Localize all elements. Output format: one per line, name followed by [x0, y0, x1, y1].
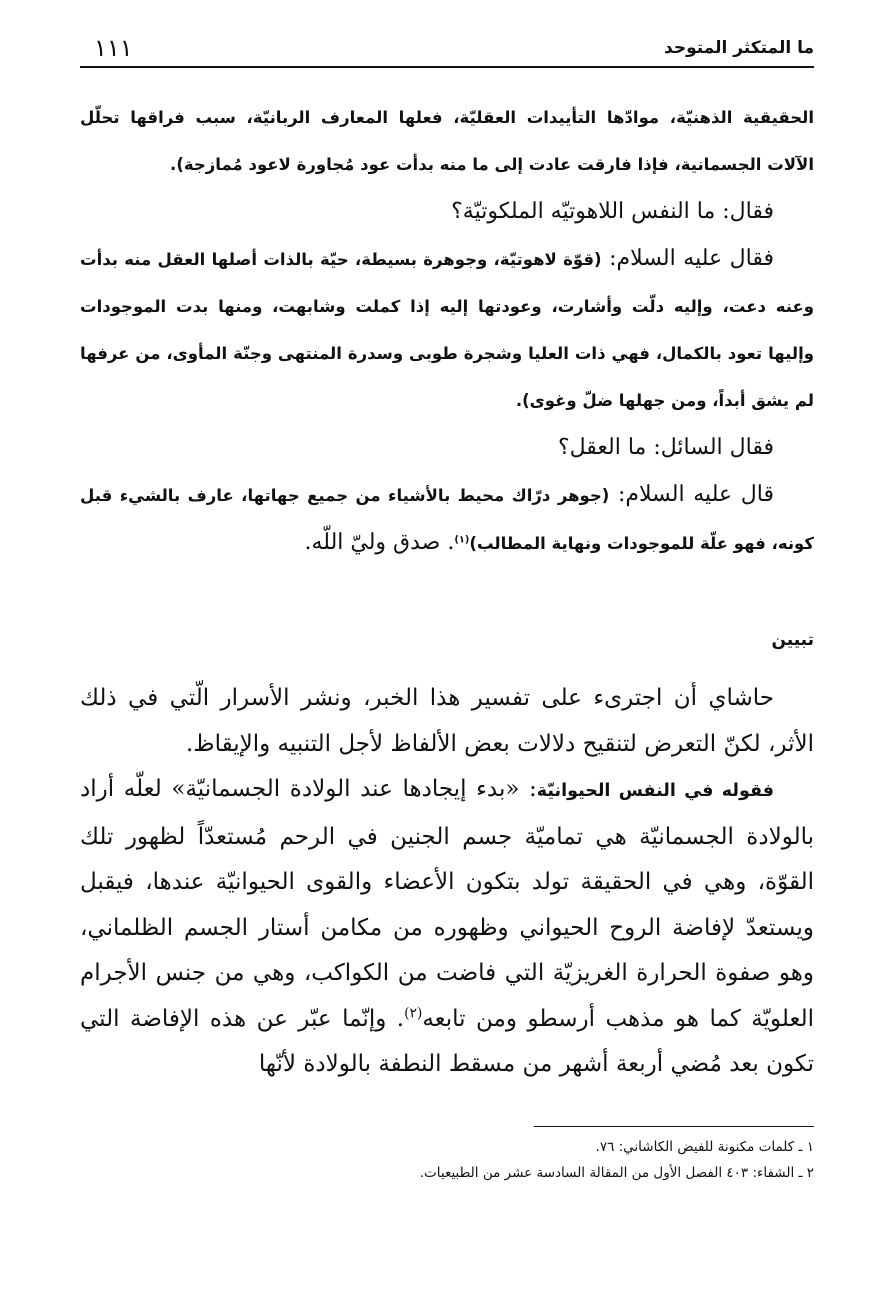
hadith-section: [80, 94, 814, 567]
answer-quote: (قوّة لاهوتيّة، وجوهرة بسيطة، حيّة بالذات أصلها العقل منه بدأت وعنه دعت، وإليه دلّت وأشارت، وعودتها إليه إذا كملت وشابهت، ومنها بدت الموجودات وإليها تعود بالكمال، فهي ذات العليا وشجرة طوبى وسدرة المنتهى وجنّة المأوى، من عرفها لم يشق أبداً، ومن جهلها ضلّ وغوى).: [80, 250, 814, 410]
answer-intellect: [80, 471, 814, 567]
paragraph-continuation: الحقيقية الذهنيّة، موادّها التأييدات العقليّة، فعلها المعارف الربانيّة، سبب فراقها تحلّل الآلات الجسمانية، فإذا فارقت عادت إلى ما منه بدأت عود مُجاورة لاعود مُمازجة).: [80, 108, 814, 174]
footnote-ref-2[interactable]: (٢): [404, 1004, 423, 1021]
answer-intro: فقال عليه السلام:: [601, 246, 774, 271]
footnote-2: ٢ ـ الشفاء: ٤٠٣ الفصل الأول من المقالة السادسة عشر من الطبيعيات.: [419, 1165, 814, 1181]
page-number: ١١١: [94, 34, 133, 62]
answer-intro: قال عليه السلام:: [609, 482, 774, 507]
commentary-lead: فقوله في النفس الحيوانيّة: [536, 781, 774, 801]
commentary-paragraph: [80, 767, 814, 1088]
answer-divine-soul: [80, 235, 814, 424]
question-divine-soul: فقال: ما النفس اللاهوتيّه الملكوتيّة؟: [451, 199, 774, 224]
answer-tail: . صدق وليّ اللّه.: [304, 530, 455, 555]
book-page: [80, 0, 814, 1299]
question-intellect: فقال السائل: ما العقل؟: [557, 435, 774, 460]
footnote-divider: [534, 1126, 814, 1127]
footnote-1: ١ ـ كلمات مكنونة للفيض الكاشاني: ٧٦.: [595, 1139, 814, 1155]
footnotes: [80, 1134, 814, 1186]
commentary-section: [80, 676, 814, 1088]
section-heading: تبيين: [771, 630, 814, 650]
running-title: ما المتكثر المتوحد: [664, 38, 814, 58]
answer-quote: (جوهر درّاك محيط بالأشياء من جميع جهاتها، عارف بالشيء قبل كونه، فهو علّة للموجودات ونهاية المطالب): [80, 486, 814, 553]
page-header: [80, 34, 814, 68]
commentary-body: : «بدء إيجادها عند الولادة الجسمانيّة» لعلّه أراد بالولادة الجسمانيّة هي تماميّة جسم الجنين في الرحم مُستعدّاً لظهور تلك القوّة، وهي في الحقيقة تولد بتكون الأعضاء والقوى الحيوانيّة عندها، فيقبل ويستعدّ لإفاضة الروح الحيواني وظهوره من مكامن أستار الجسم الظلماني، وهو صفوة الحرارة الغريزيّة التي فاضت من الكواكب، وهي من جنس الأجرام العلويّة كما هو مذهب أرسطو ومن تابعه: [80, 776, 814, 1032]
footnote-ref-1[interactable]: (١): [454, 534, 470, 546]
commentary-tail: . وإنّما عبّر عن هذه الإفاضة التي تكون بعد مُضي أربعة أشهر من مسقط النطفة بالولادة لأنّها: [80, 1005, 814, 1077]
commentary-paragraph: حاشاي أن اجترىء على تفسير هذا الخبر، ونشر الأسرار الّتي في ذلك الأثر، لكنّ التعرض لتنقيح دلالات بعض الألفاظ لأجل التنبيه والإيقاظ.: [80, 685, 814, 757]
